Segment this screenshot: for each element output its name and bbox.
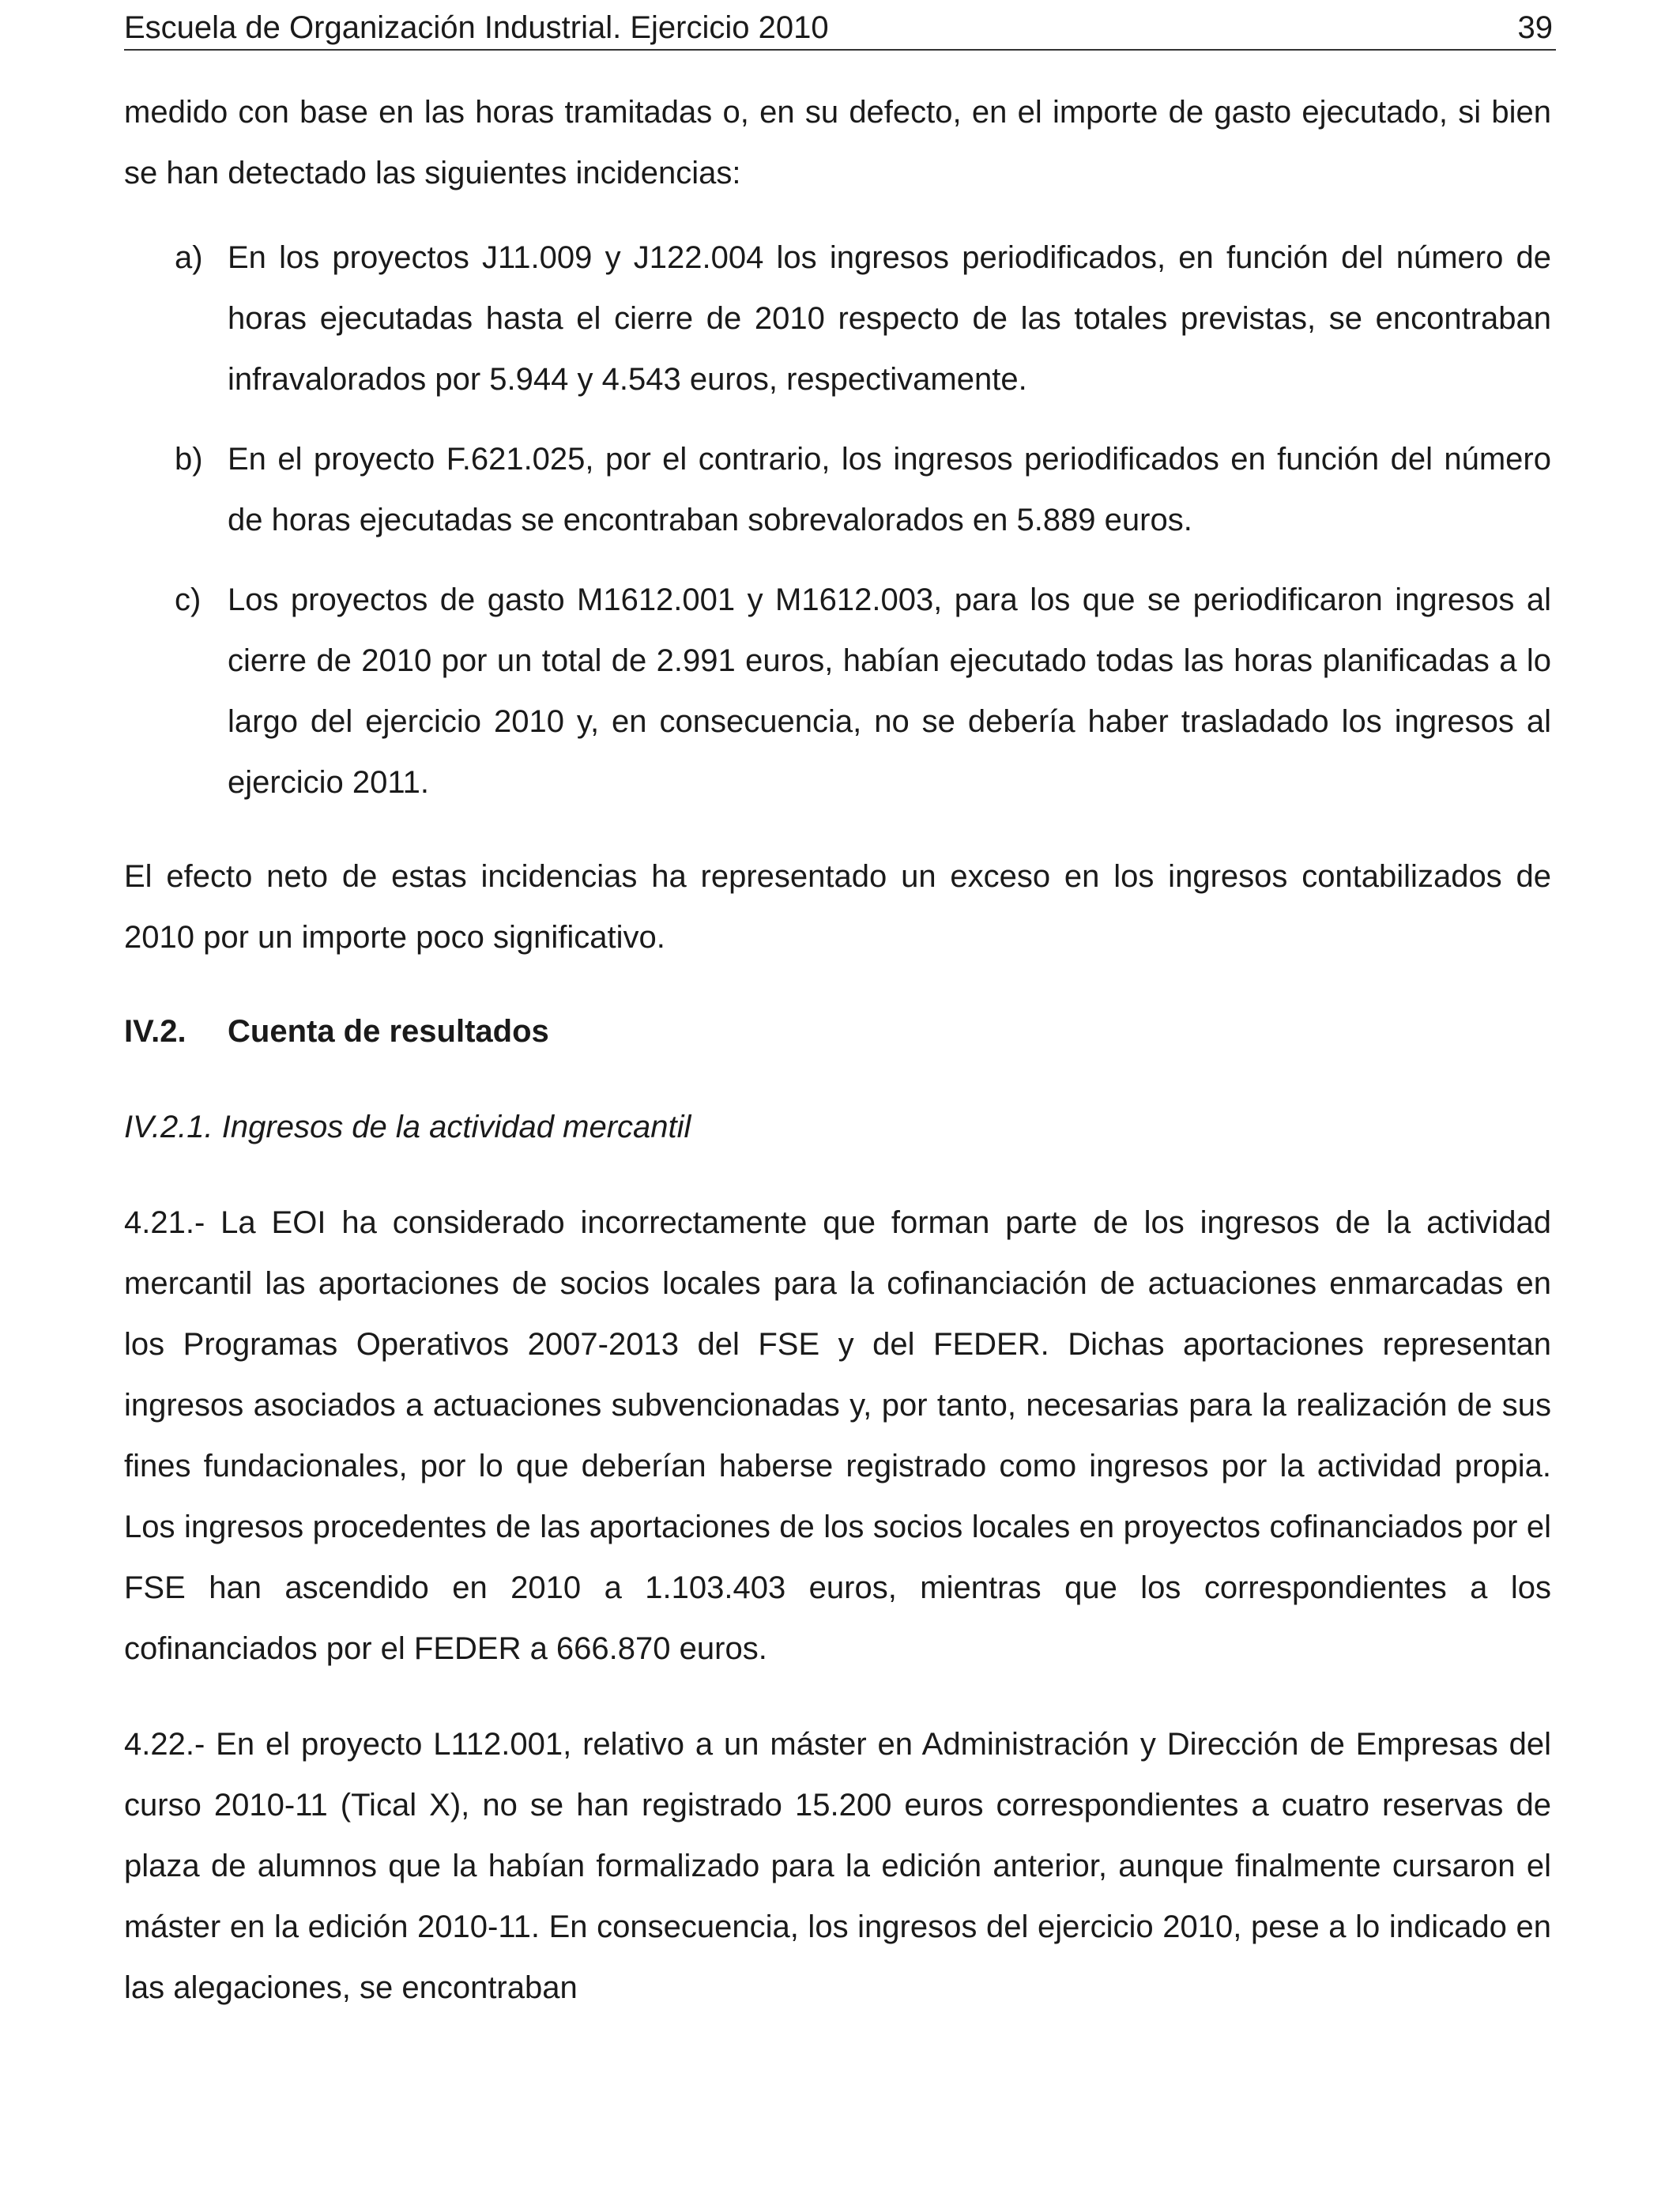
list-marker: a) xyxy=(175,240,203,275)
paragraph-4-22: 4.22.- En el proyecto L112.001, relativo a un máster en Administración y Dirección de Empresas del curso 2010-11 (Tical X), no se han registrado 15.200 euros correspondientes a cuatro reservas de plaza de alumnos que la habían formalizado para la edición anterior, aunque finalmente cursaron el máster en la edición 2010-11. En consecuencia, los ingresos del ejercicio 2010, pese a lo indicado en las alegaciones, se encontraban xyxy=(124,1727,1551,2005)
list-item xyxy=(124,228,1551,410)
list-marker: b) xyxy=(175,442,203,477)
paragraph-4-21: 4.21.- La EOI ha considerado incorrectamente que forman parte de los ingresos de la actividad mercantil las aportaciones de socios locales para la cofinanciación de actuaciones enmarcadas en los Programas Operativos 2007-2013 del FSE y del FEDER. Dichas aportaciones representan ingresos asociados a actuaciones subvencionadas y, por tanto, necesarias para la realización de sus fines fundacionales, por lo que deberían haberse registrado como ingresos por la actividad propia. Los ingresos procedentes de las aportaciones de los socios locales en proyectos cofinanciados por el FSE han ascendido en 2010 a 1.103.403 euros, mientras que los correspondientes a los cofinanciados por el FEDER a 666.870 euros. xyxy=(124,1205,1551,1666)
incidence-list xyxy=(124,228,1551,813)
document-body xyxy=(124,82,1551,2019)
section-number: IV.2. xyxy=(124,1014,186,1049)
header-title: Escuela de Organización Industrial. Ejercicio 2010 xyxy=(124,10,829,45)
list-item-text: En los proyectos J11.009 y J122.004 los ingresos periodificados, en función del número de horas ejecutadas hasta el cierre de 2010 respecto de las totales previstas, se encontraban infravalorados por 5.944 y 4.543 euros, respectivamente. xyxy=(228,240,1551,397)
page-header xyxy=(124,6,1556,51)
section-heading xyxy=(124,1001,1551,1062)
net-effect-paragraph: El efecto neto de estas incidencias ha representado un exceso en los ingresos contabilizados de 2010 por un importe poco significativo. xyxy=(124,859,1551,955)
subsection-heading: IV.2.1. Ingresos de la actividad mercantil xyxy=(124,1110,691,1144)
page-number: 39 xyxy=(1517,10,1553,45)
section-title: Cuenta de resultados xyxy=(228,1014,549,1049)
list-item-text: En el proyecto F.621.025, por el contrario, los ingresos periodificados en función del número de horas ejecutadas se encontraban sobrevalorados en 5.889 euros. xyxy=(228,442,1551,537)
list-item xyxy=(124,429,1551,551)
list-item xyxy=(124,570,1551,813)
list-item-text: Los proyectos de gasto M1612.001 y M1612.003, para los que se periodificaron ingresos al cierre de 2010 por un total de 2.991 euros, habían ejecutado todas las horas planificadas a lo largo del ejercicio 2010 y, en consecuencia, no se debería haber trasladado los ingresos al ejercicio 2011. xyxy=(228,582,1551,800)
intro-paragraph: medido con base en las horas tramitadas o, en su defecto, en el importe de gasto ejecutado, si bien se han detectado las siguientes incidencias: xyxy=(124,95,1551,190)
list-marker: c) xyxy=(175,582,202,617)
